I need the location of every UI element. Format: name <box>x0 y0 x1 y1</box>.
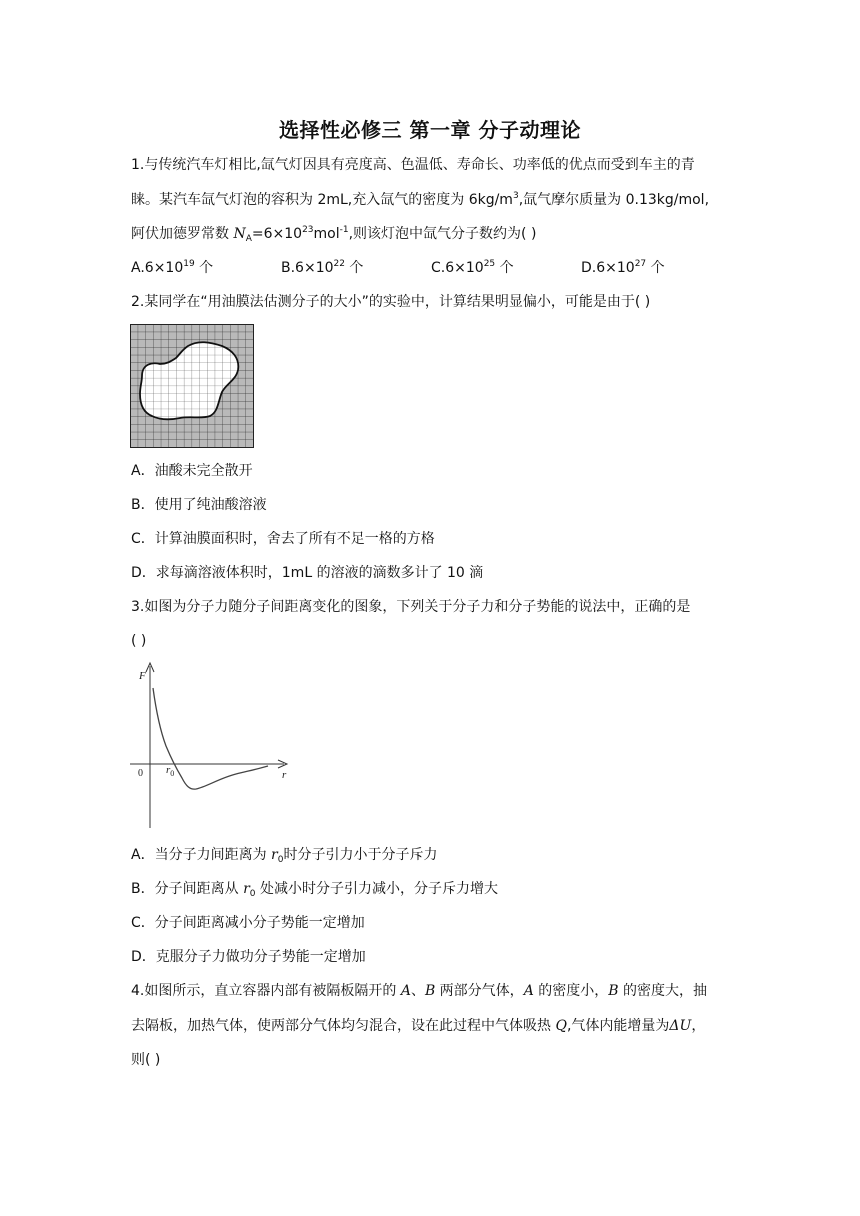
molecular-force-graph <box>124 660 294 832</box>
q1-stem-line2: 睐。某汽车氙气灯泡的容积为 2mL,充入氙气的密度为 $6kg/m^3$,氙气摩尔质量为 0.13kg/mol, <box>131 191 710 208</box>
q3-stem-line2: ( ) <box>131 633 147 649</box>
x-axis-label: r <box>282 769 287 781</box>
q2-option-c: C．计算油膜面积时，舍去了所有不足一格的方格 <box>131 531 435 547</box>
q1-stem-line1: 1.与传统汽车灯相比,氙气灯因具有亮度高、色温低、寿命长、功率低的优点而受到车主的青 <box>131 157 695 173</box>
q2-stem: 2.某同学在“用油膜法估测分子的大小”的实验中，计算结果明显偏小，可能是由于( ) <box>131 294 651 310</box>
q2-option-d: D．求每滴溶液体积时，1mL 的溶液的滴数多计了 10 滴 <box>131 565 484 581</box>
q1-option-b: $B.6\times 10^{22}$ 个 <box>281 259 364 276</box>
y-axis-label: F <box>139 670 146 682</box>
q1-option-c: $C.6\times 10^{25}$ 个 <box>431 259 514 276</box>
q2-option-b: B．使用了纯油酸溶液 <box>131 497 267 513</box>
page-title: 选择性必修三 第一章 分子动理论 <box>279 118 581 142</box>
origin-label: 0 <box>138 768 143 779</box>
q1-stem-line3: 阿伏加德罗常数 $N_A=6\times 10^{23}mol^{-1}$,则该灯泡中氙气分子数约为( ) <box>131 225 537 244</box>
q4-stem-line2: 去隔板，加热气体，使两部分气体均匀混合，设在此过程中气体吸热 Q,气体内能增量为ΔU， <box>131 1018 706 1034</box>
q3-option-b: B．分子间距离从 $r_0$ 处减小时分子引力减小，分子斥力增大 <box>131 881 498 899</box>
q3-option-a: A．当分子力间距离为 $r_0$时分子引力小于分子斥力 <box>131 847 438 865</box>
q3-option-c: C．分子间距离减小分子势能一定增加 <box>131 915 365 931</box>
q2-option-a: A．油酸未完全散开 <box>131 463 253 479</box>
q3-stem-line1: 3.如图为分子力随分子间距离变化的图象，下列关于分子力和分子势能的说法中，正确的是 <box>131 599 691 615</box>
q4-stem-line1: 4.如图所示，直立容器内部有被隔板隔开的 A、B 两部分气体，A 的密度小，B 的密度大，抽 <box>131 983 708 999</box>
r0-label: $r_0$ <box>166 764 175 778</box>
oil-film-grid-figure <box>130 324 254 448</box>
q1-option-d: $D.6\times 10^{27}$ 个 <box>581 259 665 276</box>
q4-stem-line3: 则( ) <box>131 1052 161 1068</box>
q1-option-a: $A.6\times 10^{19}$ 个 <box>131 259 214 276</box>
q3-option-d: D．克服分子力做功分子势能一定增加 <box>131 949 366 965</box>
